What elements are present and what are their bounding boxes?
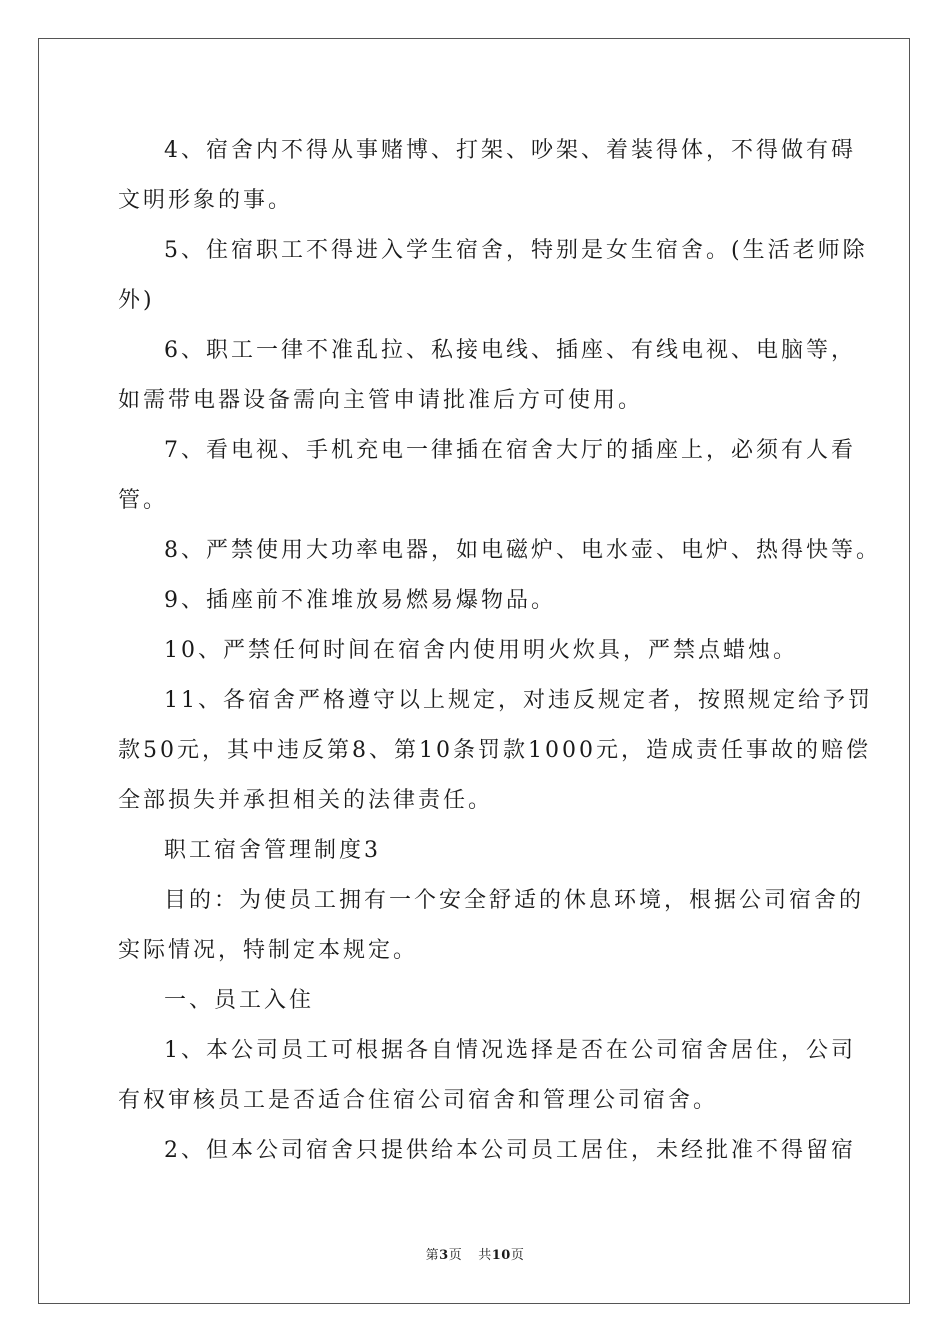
paragraph-line: 文明形象的事。 bbox=[118, 188, 294, 213]
paragraph-line: 6、职工一律不准乱拉、私接电线、插座、有线电视、电脑等， bbox=[164, 338, 856, 363]
page-footer bbox=[0, 1246, 950, 1266]
paragraph-line: 4、宿舍内不得从事赌博、打架、吵架、着装得体，不得做有碍 bbox=[164, 138, 856, 163]
paragraph-line: 10、严禁任何时间在宿舍内使用明火炊具，严禁点蜡烛。 bbox=[164, 638, 798, 663]
paragraph-line: 外) bbox=[118, 288, 155, 313]
paragraph-line: 如需带电器设备需向主管申请批准后方可使用。 bbox=[118, 388, 644, 413]
paragraph-line: 1、本公司员工可根据各自情况选择是否在公司宿舍居住，公司 bbox=[164, 1038, 856, 1063]
paragraph-line: 款50元，其中违反第8、第10条罚款1000元，造成责任事故的赔偿 bbox=[118, 738, 871, 763]
paragraph-line: 11、各宿舍严格遵守以上规定，对违反规定者，按照规定给予罚 bbox=[164, 688, 873, 713]
paragraph-line: 5、住宿职工不得进入学生宿舍，特别是女生宿舍。(生活老师除 bbox=[164, 238, 868, 263]
paragraph-line: 实际情况，特制定本规定。 bbox=[118, 938, 419, 963]
total-pages: 10 bbox=[491, 1248, 511, 1263]
section-heading: 职工宿舍管理制度3 bbox=[164, 838, 381, 863]
paragraph-line: 有权审核员工是否适合住宿公司宿舍和管理公司宿舍。 bbox=[118, 1088, 719, 1113]
paragraph-line: 目的：为使员工拥有一个安全舒适的休息环境，根据公司宿舍的 bbox=[164, 888, 865, 913]
document-body bbox=[118, 126, 881, 1176]
paragraph-line: 7、看电视、手机充电一律插在宿舍大厅的插座上，必须有人看 bbox=[164, 438, 856, 463]
paragraph-line: 2、但本公司宿舍只提供给本公司员工居住，未经批准不得留宿 bbox=[164, 1138, 856, 1163]
total-suffix: 页 bbox=[510, 1248, 525, 1263]
page-suffix: 页 bbox=[448, 1248, 463, 1263]
paragraph-line: 9、插座前不准堆放易燃易爆物品。 bbox=[164, 588, 556, 613]
page-number: 3 bbox=[439, 1248, 449, 1263]
page-prefix: 第 bbox=[425, 1248, 440, 1263]
paragraph-line: 8、严禁使用大功率电器，如电磁炉、电水壶、电炉、热得快等。 bbox=[164, 538, 881, 563]
subsection-heading: 一、员工入住 bbox=[164, 988, 315, 1013]
paragraph-line: 全部损失并承担相关的法律责任。 bbox=[118, 788, 494, 813]
paragraph-line: 管。 bbox=[118, 488, 169, 513]
total-prefix: 共 bbox=[478, 1248, 492, 1263]
